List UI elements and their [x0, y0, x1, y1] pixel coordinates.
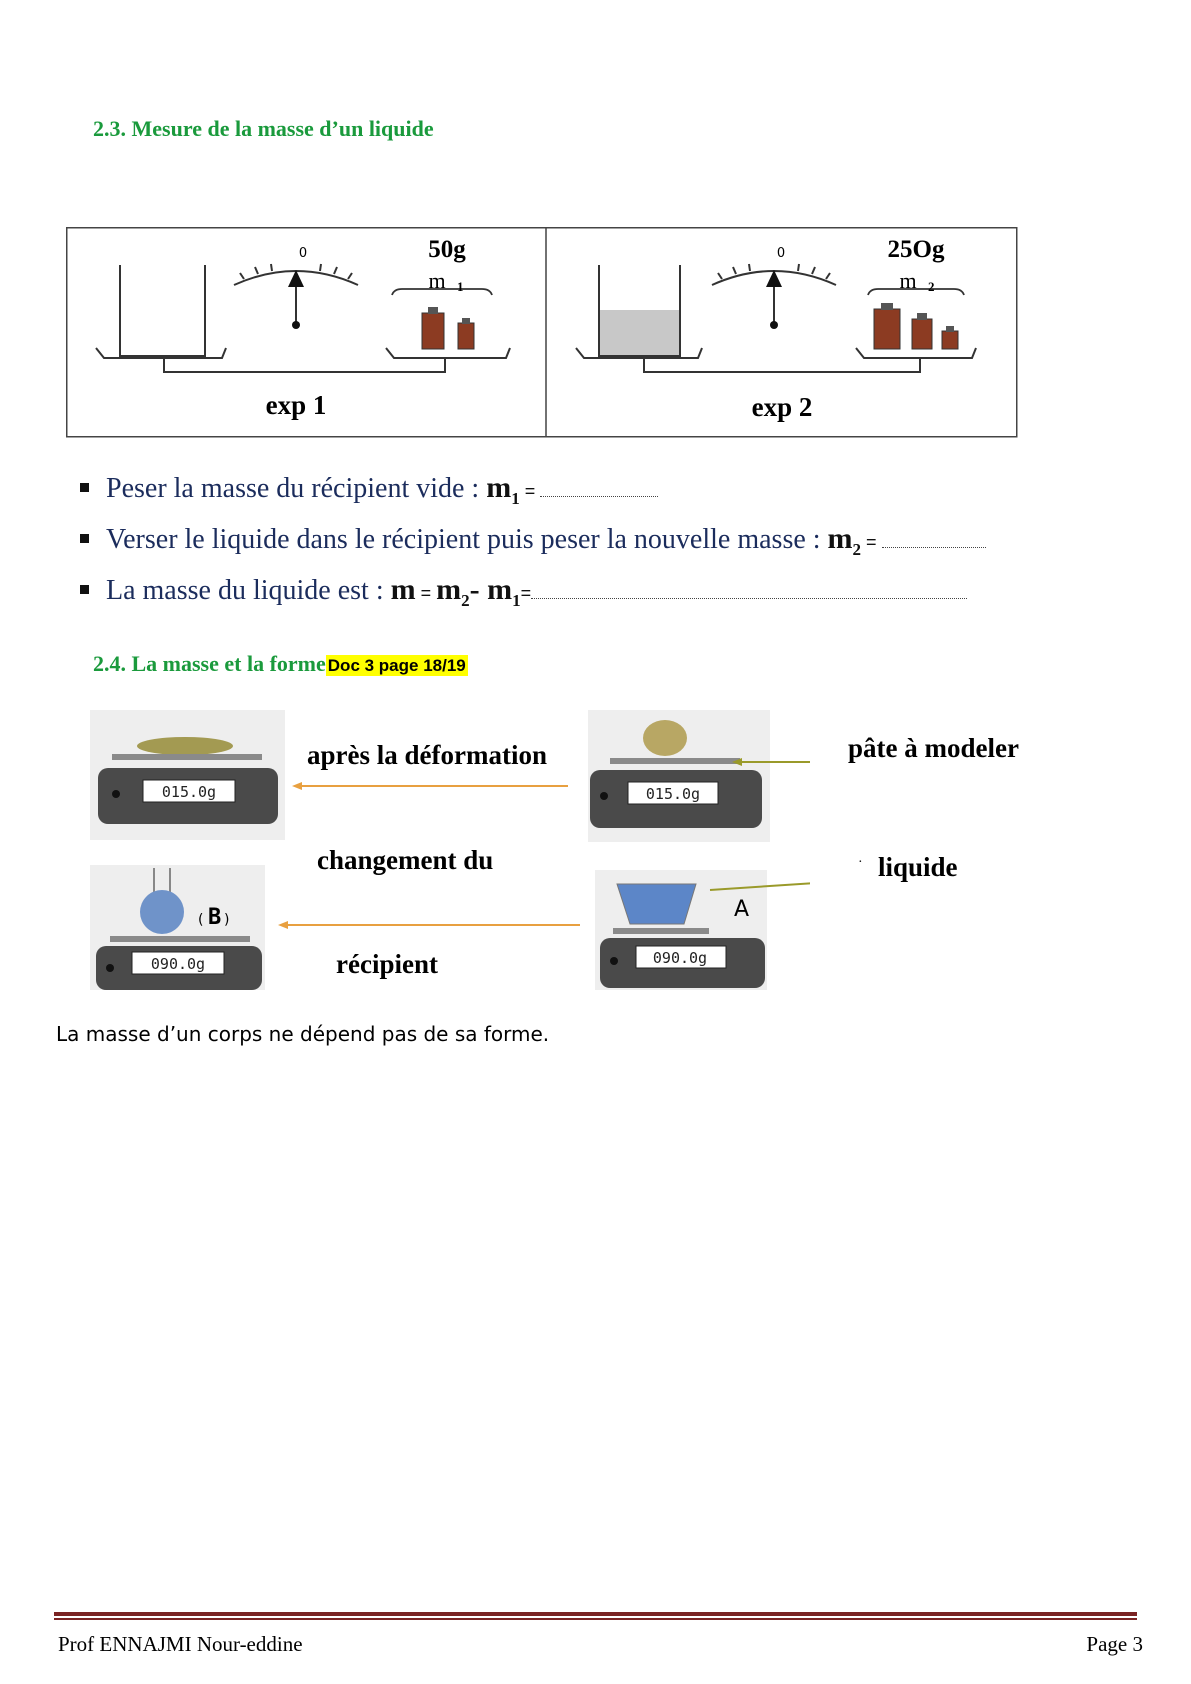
- bullet-step-2: [80, 519, 1160, 570]
- clay-ball: [643, 720, 687, 756]
- exp2-dial-zero: 0: [776, 246, 786, 261]
- exp2-label: exp 2: [751, 392, 813, 422]
- label-liquide-dot: ·: [858, 855, 863, 870]
- m1-symbol: $m_1$: [486, 471, 520, 508]
- m2-blank: [882, 541, 986, 548]
- exp1-dial-zero: 0: [298, 246, 308, 261]
- label-recipient: récipient: [336, 949, 438, 979]
- footer-rule-thin: [54, 1618, 1137, 1620]
- exp2-liquid: [599, 310, 680, 357]
- display-top-right: 015.0g: [645, 785, 701, 803]
- exp2-mass-symbol: m: [899, 268, 917, 293]
- measurement-steps: [80, 468, 1160, 621]
- section-title-2-4: [93, 651, 468, 677]
- step-1-text: Peser la masse du récipient vide :: [106, 473, 487, 504]
- exp2-mass-index: 2: [928, 279, 935, 294]
- display-bottom-left: 090.0g: [150, 955, 206, 973]
- vessel-a-label: A: [734, 897, 750, 922]
- footer-author: Prof ENNAJMI Nour-eddine: [58, 1632, 303, 1656]
- bullet-square-icon: [80, 585, 89, 594]
- m-symbol: m: [390, 573, 416, 606]
- footer-page-number: Page 3: [1086, 1632, 1143, 1656]
- exp1-mass-index: 1: [457, 279, 464, 294]
- step-3-text: La masse du liquide est :: [106, 575, 391, 606]
- label-deformation: après la déformation: [307, 740, 547, 770]
- paren-left: (: [198, 912, 204, 928]
- exp2-weight-large: [874, 309, 900, 349]
- vessel-b-label: B: [208, 905, 222, 930]
- exp1-label: exp 1: [265, 390, 327, 420]
- step-2-text: Verser le liquide dans le récipient puis peser la nouvelle masse :: [106, 524, 828, 555]
- m1-blank: [540, 490, 658, 497]
- label-changement: changement du: [317, 845, 494, 875]
- step-1-equals: =: [519, 481, 541, 501]
- exp1-mass-symbol: m: [428, 268, 446, 293]
- footer-rule: [54, 1612, 1137, 1616]
- exp1-weight-large: [422, 313, 444, 349]
- round-flask: [140, 890, 184, 934]
- flattened-clay: [137, 737, 233, 755]
- exp1-weight-small: [458, 323, 474, 349]
- conclusion-text: La masse d’un corps ne dépend pas de sa forme.: [56, 1022, 550, 1046]
- section-title-2-3: 2.3. Mesure de la masse d’un liquide: [93, 116, 434, 141]
- display-top-left: 015.0g: [161, 783, 217, 801]
- exp2-mass-text: 25Og: [887, 236, 945, 263]
- doc-reference-badge: Doc 3 page 18/19: [327, 656, 466, 675]
- m2-term: $m_2$: [436, 573, 470, 610]
- exp1-mass-text: 50g: [428, 236, 466, 263]
- scale-top-right: [588, 710, 770, 842]
- m2-symbol: $m_2$: [827, 522, 862, 559]
- step-2-equals: =: [861, 532, 882, 552]
- balance-figure: [66, 227, 1018, 438]
- bullet-step-3: La masse du liquide est : $m = m_2-$ $m_1=$: [80, 570, 1160, 621]
- exp2-weight-medium: [912, 319, 932, 349]
- scale-top-left: [90, 710, 285, 840]
- section-2-4-text: 2.4. La masse et la forme: [93, 651, 326, 676]
- bullet-square-icon: [80, 483, 89, 492]
- label-liquide: liquide: [878, 852, 958, 882]
- m-blank: [531, 592, 967, 599]
- exp2-weight-small: [942, 331, 958, 349]
- bullet-square-icon: [80, 534, 89, 543]
- bullet-step-1: [80, 468, 1160, 519]
- beaker: [617, 884, 696, 924]
- paren-right: ): [224, 912, 230, 928]
- m1-term: $m_1$: [487, 573, 521, 610]
- label-pate: pâte à modeler: [848, 733, 1019, 763]
- display-bottom-right: 090.0g: [652, 949, 708, 967]
